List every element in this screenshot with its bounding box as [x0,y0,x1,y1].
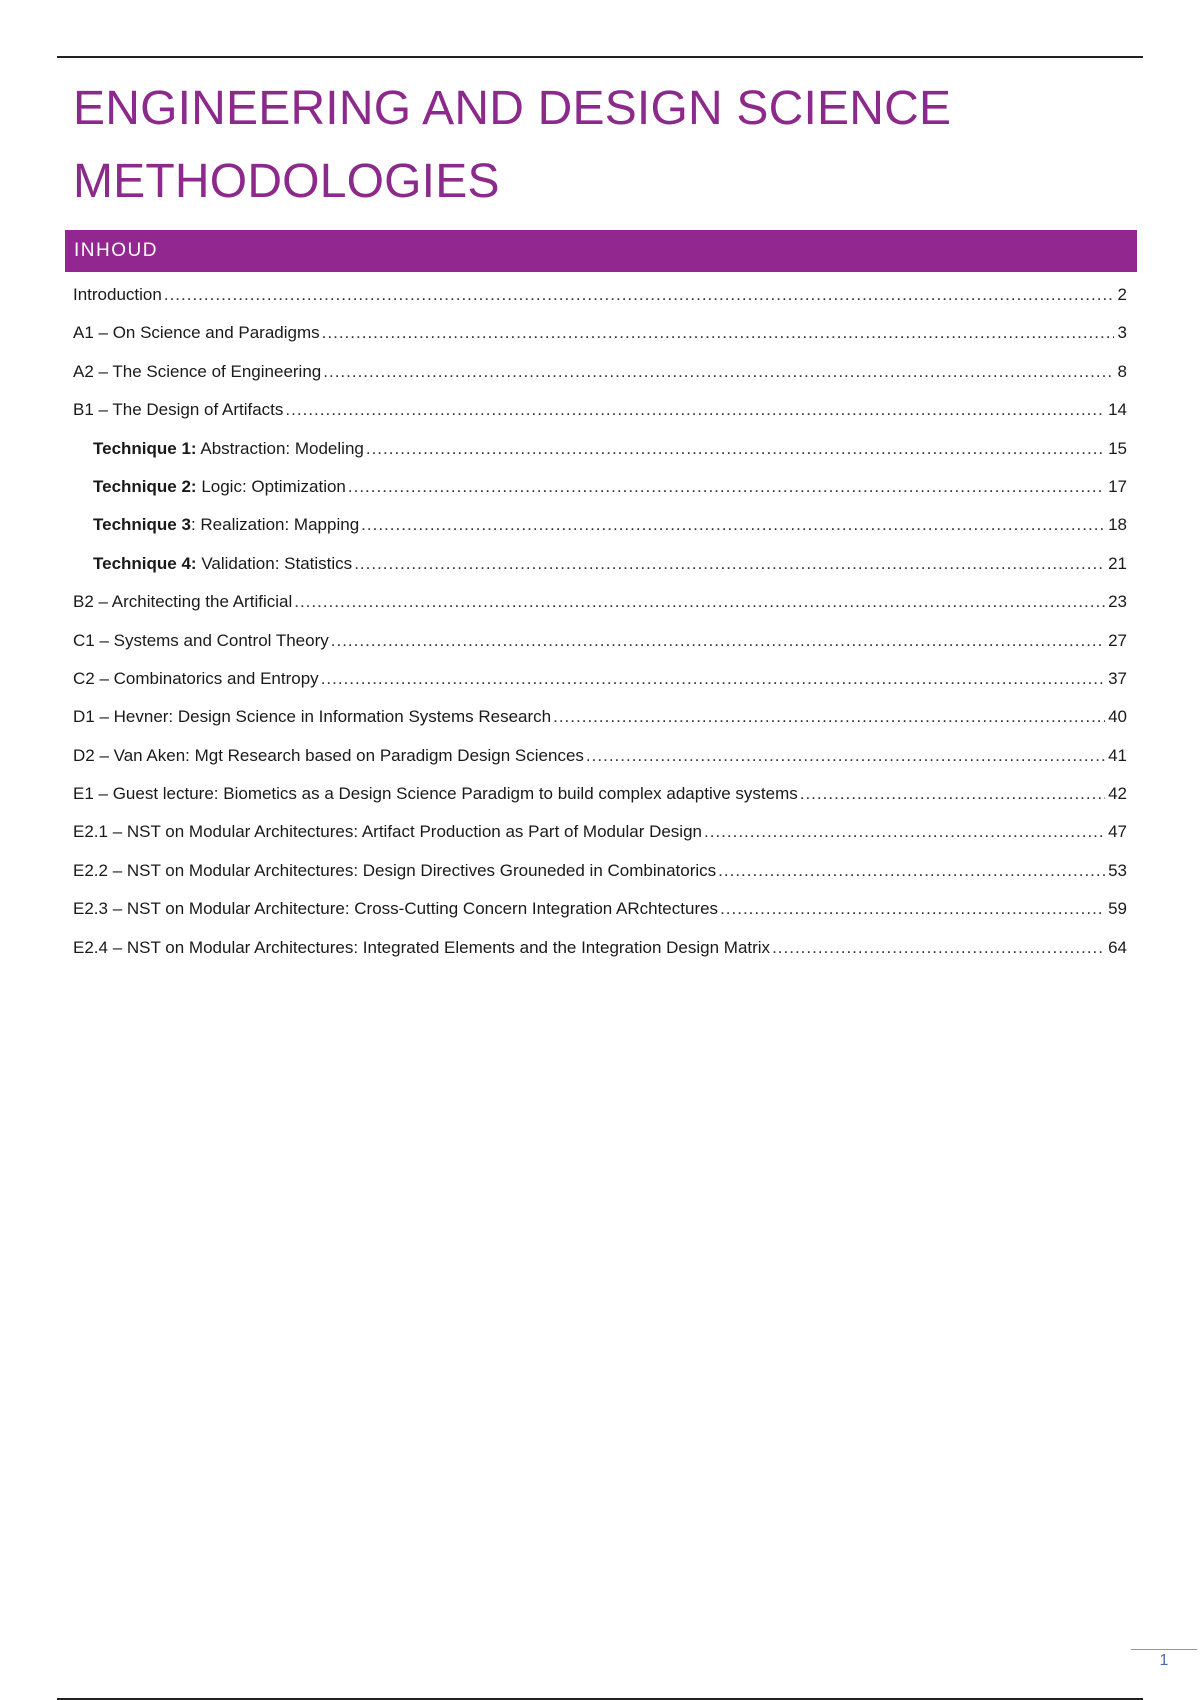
toc-entry-label: E1 – Guest lecture: Biometics as a Design Science Paradigm to build complex adaptive systems [73,784,798,804]
toc-entry-label-text: : Realization: Mapping [190,515,360,535]
document-title-line-1: ENGINEERING AND DESIGN SCIENCE [73,82,952,135]
toc-entry-bold-prefix: Technique 1: [93,438,197,458]
toc-entry-label: D1 – Hevner: Design Science in Information Systems Research [73,707,552,727]
table-of-contents [73,276,1127,967]
dot-leader [361,506,1105,544]
top-border-line [57,56,1143,58]
toc-entry-introduction[interactable] [73,276,1127,314]
toc-entry-page: 21 [1108,553,1127,573]
toc-entry-technique-3[interactable] [73,506,1127,544]
dot-leader [718,852,1105,890]
toc-entry-label: C2 – Combinatorics and Entropy [73,668,319,688]
document-title-line-2: METHODOLOGIES [73,155,500,208]
toc-entry-label-text: Validation: Statistics [196,553,353,573]
toc-entry-page: 37 [1108,668,1127,688]
toc-entry-technique-4[interactable] [73,545,1127,583]
toc-entry-page: 8 [1117,361,1127,381]
toc-entry-technique-1[interactable] [73,430,1127,468]
toc-entry-e2-3[interactable] [73,890,1127,928]
document-title [73,72,1133,218]
toc-entry-page: 27 [1108,630,1127,650]
toc-entry-label: E2.3 – NST on Modular Architecture: Cross-Cutting Concern Integration ARchtectures [73,899,719,919]
dot-leader [164,276,1114,314]
toc-entry-label: E2.4 – NST on Modular Architectures: Integrated Elements and the Integration Design Matrix [73,937,771,957]
dot-leader [348,468,1105,506]
toc-entry-page: 47 [1108,822,1127,842]
toc-heading: INHOUD [74,240,158,261]
toc-entry-d1[interactable] [73,698,1127,736]
dot-leader [772,929,1105,967]
dot-leader [800,775,1105,813]
dot-leader [294,583,1105,621]
toc-entry-e2-2[interactable] [73,852,1127,890]
page-number: 1 [1159,1652,1169,1669]
toc-entry-page: 64 [1108,937,1127,957]
dot-leader [331,622,1105,660]
toc-entry-label: A1 – On Science and Paradigms [73,323,320,343]
toc-entry-a2[interactable] [73,353,1127,391]
toc-entry-page: 15 [1108,438,1127,458]
dot-leader [586,737,1105,775]
toc-entry-bold-prefix: Technique 3 [93,515,191,535]
toc-entry-bold-prefix: Technique 2: [93,476,197,496]
toc-entry-page: 42 [1108,784,1127,804]
toc-entry-label: Introduction [73,285,162,304]
toc-entry-label: B1 – The Design of Artifacts [73,400,284,420]
dot-leader [704,813,1105,851]
toc-entry-label: E2.1 – NST on Modular Architectures: Artifact Production as Part of Modular Design [73,822,702,842]
toc-entry-d2[interactable] [73,737,1127,775]
dot-leader [321,660,1105,698]
dot-leader [285,391,1105,429]
toc-entry-e2-4[interactable] [73,929,1127,967]
dot-leader [354,545,1105,583]
toc-entry-page: 59 [1108,899,1127,919]
toc-entry-page: 14 [1108,400,1127,420]
toc-heading-bar [65,230,1137,272]
toc-entry-e2-1[interactable] [73,813,1127,851]
dot-leader [323,353,1114,391]
toc-entry-technique-2[interactable] [73,468,1127,506]
toc-entry-label: A2 – The Science of Engineering [73,361,322,381]
toc-entry-label-text: Abstraction: Modeling [196,438,364,458]
toc-entry-page: 40 [1108,707,1127,727]
toc-entry-page: 23 [1108,592,1127,612]
toc-entry-label: D2 – Van Aken: Mgt Research based on Paradigm Design Sciences [73,745,584,765]
dot-leader [366,430,1105,468]
toc-entry-c2[interactable] [73,660,1127,698]
toc-entry-a1[interactable] [73,314,1127,352]
toc-entry-label [93,506,359,544]
toc-entry-page: 17 [1108,476,1127,496]
toc-entry-b2[interactable] [73,583,1127,621]
toc-entry-label [93,468,346,506]
toc-entry-label [93,545,352,583]
toc-entry-label [93,430,364,468]
toc-entry-label-text: Logic: Optimization [196,476,346,496]
page-number-rule [1131,1649,1197,1650]
toc-entry-e1[interactable] [73,775,1127,813]
toc-entry-c1[interactable] [73,622,1127,660]
toc-entry-label: B2 – Architecting the Artificial [73,592,293,612]
toc-entry-label: C1 – Systems and Control Theory [73,630,329,650]
toc-entry-bold-prefix: Technique 4: [93,553,197,573]
toc-entry-page: 3 [1117,323,1127,343]
toc-entry-page: 53 [1108,860,1127,880]
toc-entry-label: E2.2 – NST on Modular Architectures: Design Directives Grouneded in Combinatorics [73,860,717,880]
toc-entry-page: 41 [1108,745,1127,765]
toc-entry-page: 18 [1108,515,1127,535]
dot-leader [322,314,1114,352]
dot-leader [720,890,1105,928]
toc-entry-page: 2 [1117,285,1127,304]
dot-leader [553,698,1105,736]
toc-entry-b1[interactable] [73,391,1127,429]
